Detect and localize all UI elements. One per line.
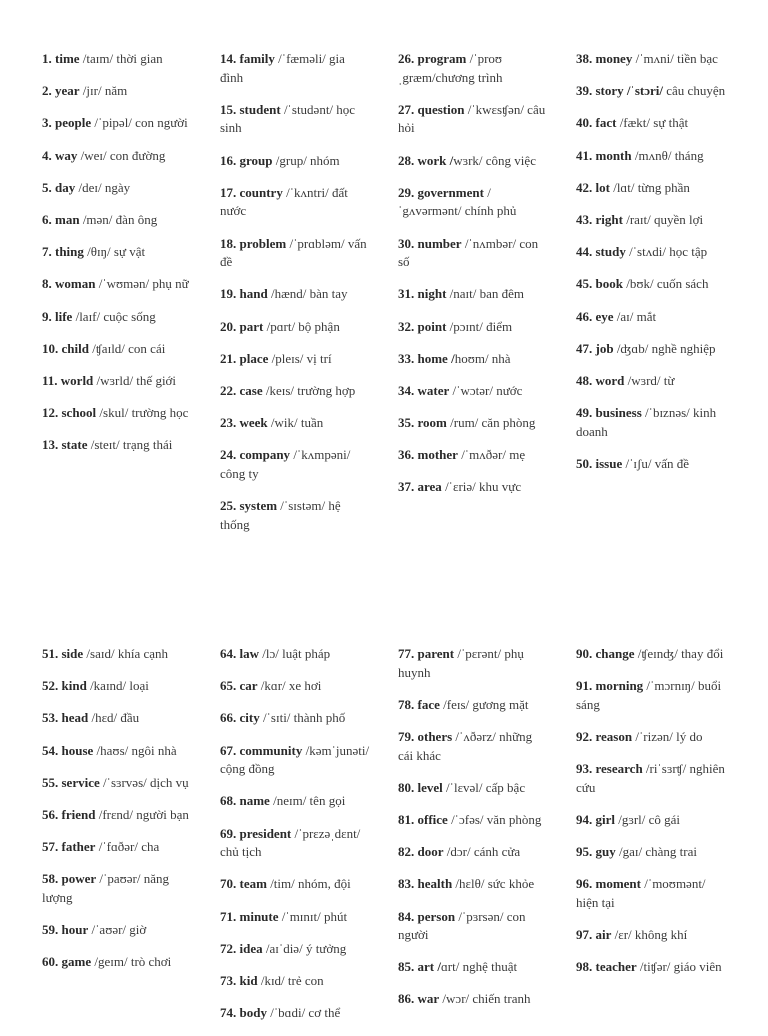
vocab-entry [220,285,370,304]
vocab-headword: 9. life [42,308,73,324]
vocab-headword: 41. month [576,147,632,163]
vocab-entry [398,728,548,765]
vocab-definition: /ˈpɜrsən/ con người [398,908,526,943]
vocab-headword: 31. night [398,286,447,302]
vocab-headword: 27. question [398,101,465,117]
vocab-entry [42,340,192,359]
vocab-definition: /ˈgʌvərmənt/ chính phủ [398,184,517,219]
vocab-entry [42,372,192,391]
vocab-entry [220,709,370,728]
vocab-definition: /ˈsɜrvəs/ dịch vụ [99,774,189,790]
vocab-headword: 10. child [42,340,89,356]
vocab-entry [42,921,192,940]
vocab-headword: 78. face [398,696,440,712]
vocab-definition: /ˈmɔrnɪŋ/ buổi sáng [576,678,722,712]
vocab-definition: /feɪs/ gương mặt [439,696,529,712]
vocab-definition: /θɪŋ/ sự vật [83,244,146,260]
vocab-definition: /kəmˈjunəti/ cộng đồng [220,742,370,777]
vocab-definition: /wɔr/ chiến tranh [439,991,531,1007]
vocab-headword: 14. family [220,51,275,66]
vocab-definition: /ˈbɪznəs/ kinh doanh [576,405,717,439]
vocab-entry [576,926,726,945]
vocab-entry [42,774,192,793]
vocab-entry [42,147,192,166]
vocab-headword: 64. law [220,646,259,661]
vocab-entry [42,838,192,857]
vocab-definition: /haʊs/ ngôi nhà [93,742,177,758]
vocab-column [220,645,370,1036]
vocab-headword: 35. room [398,415,447,431]
vocab-entry [398,958,548,977]
vocab-headword: 45. book [576,276,623,292]
vocab-entry [576,50,726,69]
vocab-entry [398,184,548,221]
vocab-definition: /weɪ/ con đường [77,147,166,163]
vocab-definition: /ˈɛriə/ khu vực [441,479,522,495]
vocab-entry [576,760,726,797]
vocab-column [42,50,192,548]
vocab-headword: 40. fact [576,115,617,131]
vocab-entry [398,446,548,465]
vocab-column [42,645,192,1036]
vocab-entry [576,179,726,198]
vocab-headword: 17. country [220,184,283,200]
vocab-definition: /hænd/ bàn tay [267,286,348,302]
vocab-headword: 43. right [576,211,623,227]
vocab-headword: 83. health [398,876,453,892]
vocab-entry [576,114,726,133]
vocab-entry [398,50,548,87]
vocab-definition: /ˈsɪstəm/ hệ thống [220,498,341,532]
vocab-entry [220,414,370,433]
vocab-definition: /ˈkʌmpəni/ công ty [220,447,351,481]
vocab-definition: ɑrt/ nghệ thuật [440,959,518,975]
vocab-headword: 73. kid [220,972,258,988]
vocab-definition: /ˈkwɛsʧən/ câu hỏi [398,101,546,136]
vocab-headword: 54. house [42,742,94,758]
vocab-headword: 39. story /ˈstɔri/ [576,83,664,99]
vocab-definition: /naɪt/ ban đêm [446,286,525,302]
vocab-headword: 65. car [220,678,258,694]
vocab-definition: /ˈwʊmən/ phụ nữ [95,276,189,292]
vocab-entry [398,318,548,337]
vocab-headword: 52. kind [42,678,87,694]
vocab-definition: /pɔɪnt/ điểm [446,318,513,334]
vocab-headword: 19. hand [220,286,268,302]
vocab-definition: /raɪt/ quyền lợi [622,211,704,227]
vocab-headword: 12. school [42,405,97,421]
vocab-definition: /pɑrt/ bộ phận [263,318,340,334]
vocab-headword: 25. system [220,498,278,514]
vocab-definition: /ˈfæməli/ gia đình [220,51,345,85]
vocab-definition: /gɜrl/ cô gái [615,811,681,827]
vocab-entry [42,308,192,327]
vocab-entry [398,843,548,862]
vocab-headword: 60. game [42,954,92,970]
vocab-definition: /rum/ căn phòng [446,415,536,431]
vocab-definition: /ˈɔfəs/ văn phòng [447,811,542,827]
vocab-definition: /wɜrld/ thế giới [93,372,177,388]
vocab-entry [398,152,548,171]
vocab-entry [220,792,370,811]
vocab-entry [398,350,548,369]
vocab-definition: /ˈlɛvəl/ cấp bậc [442,779,526,795]
vocab-column [576,50,726,548]
vocab-definition: /riˈsɜrʧ/ nghiên cứu [576,761,725,795]
vocab-headword: 50. issue [576,455,623,471]
vocab-definition: /ˈpaʊər/ năng lượng [42,871,169,905]
vocab-entry [42,709,192,728]
vocab-entry [576,147,726,166]
vocab-definition: /kaɪnd/ loại [86,678,149,694]
vocab-definition: /jɪr/ năm [79,83,128,99]
vocab-headword: 84. person [398,908,456,924]
vocab-headword: 80. level [398,779,443,795]
vocab-headword: 29. government [398,184,484,200]
vocab-definition: /deɪ/ ngày [75,179,131,195]
vocab-definition: hoʊm/ nhà [454,350,511,366]
vocab-definition: /hɛlθ/ sức khỏe [452,876,535,892]
vocab-headword: 18. problem [220,235,287,251]
vocab-headword: 44. study [576,244,626,260]
vocab-definition: /ˈpipəl/ con người [91,115,188,131]
vocab-headword: 86. war [398,991,440,1007]
vocab-definition: /frɛnd/ người bạn [95,806,189,822]
vocab-definition: /lɑt/ từng phần [609,179,690,195]
vocab-entry [42,404,192,423]
vocab-headword: 30. number [398,235,462,251]
vocab-headword: 13. state [42,437,88,453]
vocab-entry [220,101,370,138]
vocab-column [220,50,370,548]
vocab-entry [42,953,192,972]
vocab-entry [42,870,192,907]
vocab-headword: 85. art / [398,959,441,975]
vocab-entry [220,152,370,171]
vocab-definition: /fækt/ sự thật [616,115,689,131]
vocab-definition: /skul/ trường học [96,405,189,421]
vocab-definition: /wɜrd/ từ [624,372,675,388]
vocab-entry [220,382,370,401]
vocab-entry [42,645,192,664]
vocab-definition: /geɪm/ trò chơi [91,954,172,970]
vocab-headword: 33. home / [398,350,455,366]
vocab-entry [42,211,192,230]
vocab-definition: /ˈprɛzəˌdɛnt/ chủ tịch [220,825,361,860]
vocab-headword: 34. water [398,382,450,398]
vocab-headword: 58. power [42,871,97,887]
vocab-headword: 23. week [220,415,268,431]
vocab-definition: wɜrk/ công việc [453,152,536,168]
vocab-headword: 1. time [42,51,80,66]
vocab-definition: /laɪf/ cuộc sống [72,308,156,324]
vocab-definition: /ˈrizən/ lý do [632,728,703,744]
vocab-entry [576,728,726,747]
vocab-block-2 [42,645,742,1036]
vocab-headword: 94. girl [576,811,615,827]
vocab-entry [576,82,726,101]
vocab-headword: 98. teacher [576,959,637,975]
vocab-headword: 48. word [576,372,625,388]
vocab-entry [398,101,548,138]
vocab-entry [220,50,370,87]
vocab-headword: 92. reason [576,728,633,744]
vocab-definition: /ˈwɔtər/ nước [449,382,523,398]
vocab-headword: 82. door [398,844,444,860]
vocab-definition: /ˈkʌntri/ đất nước [220,184,348,219]
vocab-headword: 47. job [576,340,614,356]
vocab-headword: 22. case [220,382,263,398]
vocab-entry [576,677,726,714]
vocab-headword: 16. group [220,152,273,168]
vocab-headword: 56. friend [42,806,96,822]
vocab-entry [398,811,548,830]
vocab-entry [576,275,726,294]
vocab-headword: 57. father [42,839,96,855]
vocab-entry [220,972,370,991]
vocab-definition: /lɔ/ luật pháp [259,646,331,661]
vocab-definition: /mʌnθ/ tháng [631,147,704,163]
vocab-definition: /aɪˈdiə/ ý tưởng [262,940,347,956]
vocab-entry [220,1004,370,1023]
vocab-entry [576,308,726,327]
vocab-headword: 67. community [220,742,303,758]
vocab-definition: /kɪd/ trẻ con [257,972,324,988]
vocab-definition: /ˈbɑdi/ cơ thể [266,1005,341,1021]
vocab-definition: /ˈstʌdi/ học tập [625,244,708,260]
vocab-entry [576,404,726,441]
vocab-headword: 21. place [220,350,269,366]
vocab-headword: 53. head [42,710,89,726]
vocab-headword: 28. work / [398,152,454,168]
vocab-headword: 3. people [42,115,92,131]
vocab-headword: 91. morning [576,678,644,694]
vocab-definition: /wik/ tuần [267,415,324,431]
vocab-entry [576,243,726,262]
vocab-headword: 7. thing [42,244,84,260]
vocab-headword: 2. year [42,83,80,99]
vocab-entry [220,350,370,369]
vocab-definition: /ˈfɑðər/ cha [95,839,160,855]
vocab-headword: 37. area [398,479,442,495]
vocab-headword: 46. eye [576,308,614,324]
vocab-definition: /ˈaʊər/ giờ [88,922,147,938]
vocab-definition: /mən/ đàn ông [79,211,158,227]
vocab-definition: /ˈmɪnɪt/ phút [278,908,348,924]
vocab-entry [220,875,370,894]
vocab-definition: /bʊk/ cuốn sách [622,276,709,292]
vocab-definition: /ʧaɪld/ con cái [88,340,166,356]
vocab-entry [398,875,548,894]
vocab-definition: /ɛr/ không khí [611,927,688,943]
vocab-entry [576,455,726,474]
vocab-headword: 24. company [220,447,291,463]
vocab-definition: /ˈproʊˌgræm/chương trình [398,51,503,85]
vocab-headword: 66. city [220,710,260,726]
vocab-definition: /ˈmʌni/ tiền bạc [632,51,718,66]
vocab-headword: 93. research [576,761,643,777]
vocab-column [576,645,726,1036]
vocab-headword: 72. idea [220,940,263,956]
vocab-headword: 51. side [42,646,84,661]
vocab-headword: 79. others [398,728,453,744]
vocab-definition: /ˈɪʃu/ vấn đề [622,455,690,471]
vocab-headword: 5. day [42,179,76,195]
vocab-definition: /neɪm/ tên gọi [269,793,346,809]
vocab-column [398,645,548,1036]
vocab-definition: /ˈmʌðər/ mẹ [457,447,526,463]
vocab-entry [398,990,548,1009]
vocab-definition: /pleɪs/ vị trí [268,350,332,366]
vocab-headword: 77. parent [398,646,455,661]
vocab-entry [398,908,548,945]
vocab-definition: /grup/ nhóm [272,152,340,168]
vocab-entry [398,414,548,433]
vocab-entry [576,340,726,359]
vocab-definition: /saɪd/ khía cạnh [83,646,169,661]
vocab-definition: /aɪ/ mắt [613,308,657,324]
vocab-headword: 90. change [576,646,635,661]
vocab-headword: 55. service [42,774,100,790]
vocab-entry [42,179,192,198]
vocab-headword: 74. body [220,1005,267,1021]
vocab-definition: /ˈpɛrənt/ phụ huynh [398,646,524,680]
vocab-entry [398,696,548,715]
vocab-entry [398,285,548,304]
vocab-headword: 81. office [398,811,448,827]
vocab-entry [576,211,726,230]
vocab-entry [398,235,548,272]
vocab-entry [220,235,370,272]
vocab-entry [42,50,192,69]
vocab-entry [398,779,548,798]
vocab-headword: 59. hour [42,922,89,938]
vocab-definition: /ˈstudənt/ học sinh [220,101,356,136]
vocab-entry [576,811,726,830]
vocab-entry [42,243,192,262]
vocab-entry [576,958,726,977]
vocab-entry [220,940,370,959]
vocab-definition: câu chuyện [663,83,726,99]
vocab-headword: 70. team [220,876,267,892]
vocab-headword: 49. business [576,405,642,421]
vocab-definition: /dɔr/ cánh cửa [443,844,521,860]
vocab-definition: /ˈprɑbləm/ vấn đề [220,235,367,270]
vocab-entry [42,436,192,455]
vocab-headword: 32. point [398,318,447,334]
vocab-entry [42,114,192,133]
vocab-entry [42,82,192,101]
vocab-definition: /gaɪ/ chàng trai [615,844,697,860]
vocab-entry [220,184,370,221]
vocab-entry [398,645,548,682]
vocab-definition: /keɪs/ trường hợp [262,382,356,398]
vocab-headword: 4. way [42,147,78,163]
vocab-entry [42,742,192,761]
vocab-entry [220,318,370,337]
vocab-definition: /tiʧər/ giáo viên [636,959,722,975]
vocab-headword: 36. mother [398,447,458,463]
vocab-entry [398,382,548,401]
vocab-entry [398,478,548,497]
vocab-headword: 97. air [576,927,612,943]
vocab-entry [42,677,192,696]
vocab-headword: 69. president [220,825,292,841]
vocab-headword: 95. guy [576,844,616,860]
vocab-entry [576,843,726,862]
vocab-definition: /ˈʌðərz/ những cái khác [398,728,533,763]
vocab-block-1 [42,50,742,548]
vocab-definition: /tim/ nhóm, đội [266,876,351,892]
vocab-definition: /ˈnʌmbər/ con số [398,235,539,270]
vocab-definition: /hɛd/ đầu [88,710,140,726]
vocab-definition: /ʤɑb/ nghề nghiệp [613,340,716,356]
vocab-definition: /taɪm/ thời gian [79,51,163,66]
vocab-headword: 8. woman [42,276,96,292]
vocab-headword: 68. name [220,793,270,809]
vocab-headword: 26. program [398,51,467,66]
vocab-entry [42,275,192,294]
vocab-column [398,50,548,548]
vocab-definition: /steɪt/ trạng thái [87,437,173,453]
vocab-entry [220,497,370,534]
vocab-headword: 20. part [220,318,264,334]
vocab-entry [220,908,370,927]
vocab-entry [220,645,370,664]
vocab-entry [576,645,726,664]
vocab-headword: 71. minute [220,908,279,924]
vocab-definition: /ˈmoʊmənt/ hiện tại [576,876,706,910]
vocab-definition: /ˈsɪti/ thành phố [259,710,346,726]
vocab-headword: 11. world [42,372,94,388]
vocab-entry [220,677,370,696]
vocab-headword: 38. money [576,51,633,66]
vocab-entry [576,372,726,391]
vocab-entry [220,742,370,779]
vocab-definition: /kɑr/ xe hơi [257,678,322,694]
vocab-headword: 96. moment [576,876,641,892]
vocab-headword: 42. lot [576,179,610,195]
vocab-entry [576,875,726,912]
vocab-headword: 15. student [220,101,281,117]
vocab-entry [42,806,192,825]
vocab-definition: /ʧeɪnʤ/ thay đổi [634,646,724,661]
vocab-entry [220,446,370,483]
vocab-headword: 6. man [42,211,80,227]
vocab-entry [220,825,370,862]
